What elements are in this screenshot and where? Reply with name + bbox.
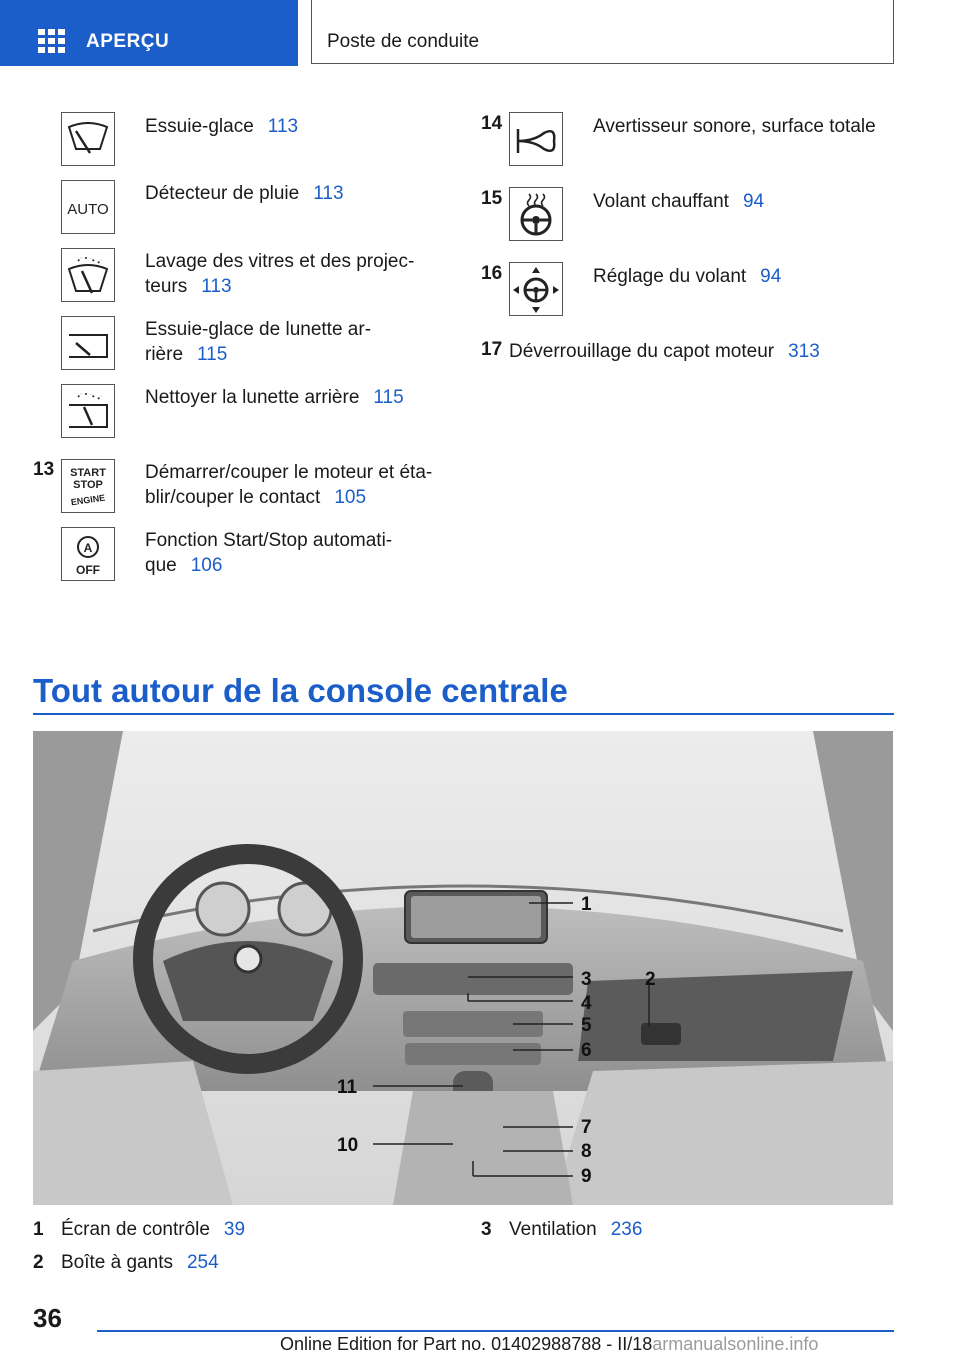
- callout-8: 8: [581, 1141, 592, 1162]
- section-title: Tout autour de la console centrale: [33, 672, 568, 709]
- footer-divider: [97, 1330, 894, 1332]
- start-stop-engine-icon: [61, 459, 115, 513]
- page-link[interactable]: 113: [267, 116, 299, 137]
- item-hood-release: Déverrouillage du capot moteur 313: [509, 341, 820, 362]
- svg-text:START: START: [70, 467, 106, 479]
- callout-4: 4: [581, 993, 592, 1014]
- item-wiper: Essuie-glace 113: [145, 116, 299, 137]
- callout-7: 7: [581, 1117, 592, 1138]
- rear-washer-icon: [61, 384, 115, 438]
- edition-text: Online Edition for Part no. 01402988788 - II/18: [280, 1334, 653, 1354]
- page-link[interactable]: 115: [197, 344, 228, 365]
- legend-item: Boîte à gants 254: [61, 1252, 219, 1273]
- callout-11: 11: [337, 1077, 358, 1098]
- page-link[interactable]: 105: [334, 487, 367, 508]
- page-link[interactable]: 113: [313, 183, 344, 204]
- item-horn: Avertisseur sonore, surface totale: [593, 116, 876, 137]
- item-steering-adjust: Réglage du volant 94: [593, 266, 782, 287]
- legend-item: Écran de contrôle 39: [61, 1219, 246, 1240]
- auto-start-stop-off-icon: [61, 527, 115, 581]
- page-link[interactable]: 39: [223, 1219, 246, 1240]
- steering-adjust-icon: [509, 262, 563, 316]
- item-rear-wiper: Essuie-glace de lunette ar- rière 115: [145, 319, 372, 365]
- callout-2: 2: [645, 969, 656, 990]
- legend-number: 2: [33, 1252, 44, 1273]
- watermark-text: armanualsonline.info: [652, 1334, 819, 1354]
- page-link[interactable]: 254: [186, 1252, 219, 1273]
- callout-10: 10: [337, 1135, 359, 1156]
- rear-wiper-icon: [61, 316, 115, 370]
- grid-menu-icon[interactable]: [38, 29, 66, 53]
- legend-number: 1: [33, 1219, 44, 1240]
- auto-rain-sensor-icon: [61, 180, 115, 234]
- washer-icon: [61, 248, 115, 302]
- footer-text: [280, 1334, 818, 1355]
- item-number: 15: [481, 188, 503, 209]
- section-divider: [33, 713, 894, 715]
- item-auto-start-stop: Fonction Start/Stop automati- que 106: [145, 530, 393, 576]
- legend-item: Ventilation 236: [509, 1219, 643, 1240]
- callout-1: 1: [581, 894, 592, 915]
- item-number: 14: [481, 113, 503, 134]
- item-heated-wheel: Volant chauffant 94: [593, 191, 765, 212]
- console-illustration: [33, 731, 893, 1205]
- item-start-stop: Démarrer/couper le moteur et éta- blir/couper le contact 105: [145, 462, 433, 508]
- item-washer: Lavage des vitres et des projec- teurs 113: [145, 251, 415, 297]
- callout-9: 9: [581, 1166, 592, 1187]
- page-number: 36: [33, 1303, 62, 1333]
- page-link[interactable]: 236: [610, 1219, 643, 1240]
- svg-text:A: A: [83, 541, 93, 555]
- item-rear-washer: Nettoyer la lunette arrière 115: [145, 387, 404, 408]
- legend-number: 3: [481, 1219, 492, 1240]
- svg-text:OFF: OFF: [76, 563, 100, 577]
- item-rain-sensor: Détecteur de pluie 113: [145, 183, 344, 204]
- item-number: 17: [481, 339, 503, 360]
- wiper-icon: [61, 112, 115, 166]
- header-tab-label[interactable]: APERÇU: [86, 31, 170, 52]
- page-link[interactable]: 106: [190, 555, 223, 576]
- callout-6: 6: [581, 1040, 592, 1061]
- page-link[interactable]: 94: [742, 191, 765, 212]
- page-link[interactable]: 313: [788, 341, 820, 362]
- svg-text:STOP: STOP: [73, 479, 103, 491]
- header-tab[interactable]: [0, 0, 298, 66]
- page-link[interactable]: 113: [201, 276, 232, 297]
- item-number: 13: [33, 459, 55, 480]
- page-link[interactable]: 94: [760, 266, 782, 287]
- heated-steering-wheel-icon: [509, 187, 563, 241]
- svg-text:AUTO: AUTO: [67, 201, 109, 218]
- callout-3: 3: [581, 969, 592, 990]
- page-title: Poste de conduite: [327, 31, 480, 52]
- page-link[interactable]: 115: [373, 387, 404, 408]
- svg-text:ENGINE: ENGINE: [70, 492, 106, 508]
- item-number: 16: [481, 263, 503, 284]
- horn-icon: [509, 112, 563, 166]
- callout-5: 5: [581, 1015, 592, 1036]
